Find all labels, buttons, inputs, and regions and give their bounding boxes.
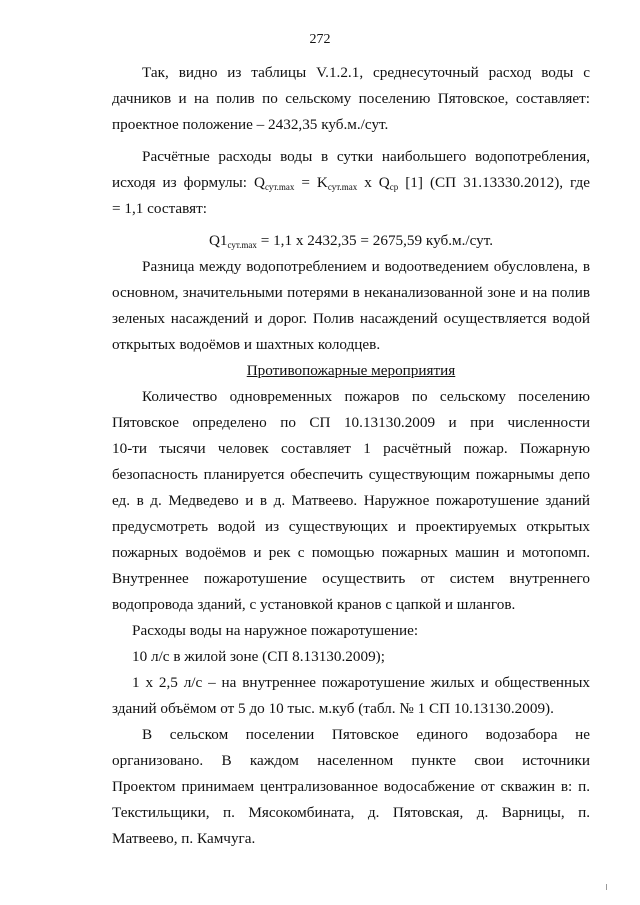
text-line: 10-ти тысячи человек составляет 1 расчётный пожар. Пожарную (112, 440, 590, 457)
text-line: 1 x 2,5 л/с – на внутреннее пожаротушение жилых и общественных (132, 674, 590, 691)
text-line: проектное положение – 2432,35 куб.м./сут. (112, 116, 389, 133)
text-line: ед. в д. Медведево и в д. Матвеево. Наружное пожаротушение зданий (112, 492, 590, 509)
text-line: предусмотреть водой из существующих и проектируемых открытых (112, 518, 590, 535)
page-number: 272 (309, 32, 331, 47)
section-heading: Противопожарные мероприятия (246, 362, 456, 379)
text-line: зданий объёмом от 5 до 10 тыс. м.куб (табл. № 1 СП 10.13130.2009). (112, 700, 554, 717)
text-line: Расчётные расходы воды в сутки наибольшего водопотребления, (142, 148, 590, 165)
text-line: = 1,1 составят: (112, 200, 207, 217)
text-line: Текстильщики, п. Мясокомбината, д. Пятовская, д. Варницы, п. (112, 804, 590, 821)
paragraph-consumption-difference (112, 254, 590, 358)
paragraph-fire-count (112, 384, 590, 618)
text-line: Проектом принимаем централизованное водосабжение от скважин в: п. (112, 778, 590, 795)
formula-line: $Q1_{сут.max} = 1,1$ x 2432,35 = 2675,59 куб.м./сут. (208, 232, 494, 250)
text-line: открытых водоёмов и шахтных колодцев. (112, 336, 381, 353)
paragraph-internal-fire-water (112, 670, 590, 722)
scan-mark (606, 884, 607, 890)
document-body (112, 60, 590, 852)
text-line: пожарных водоёмов и рек с помощью пожарных машин и мотопомп. (112, 544, 590, 561)
text-line: дачников и на полив по сельскому поселению Пятовское, составляет: (112, 90, 590, 107)
paragraph-external-fire-water: Расходы воды на наружное пожаротушение: (132, 622, 419, 639)
text-line: Количество одновременных пожаров по сельскому поселению (142, 388, 590, 405)
text-line-with-formula: исходя из формулы: $Q_{сут.max} = K_{сут.max}$ x $Q_{ср}$ [1] (СП 31.13330.2012), где (112, 174, 590, 192)
text-line: В сельском поселении Пятовское единого водозабора не (142, 726, 590, 743)
text-line: безопасность планируется обеспечить существующим пожарнымы депо (112, 466, 590, 483)
text-line: водопровода зданий, с установкой кранов с цапкой и шлангов. (112, 596, 516, 613)
paragraph-max-day-consumption (112, 144, 590, 222)
text-line: организовано. В каждом населенном пункте свои источники (112, 752, 590, 769)
text-line: Матвеево, п. Камчуга. (112, 830, 256, 847)
text-line: Внутреннее пожаротушение осуществить от систем внутреннего (112, 570, 590, 587)
text-line: Разница между водопотреблением и водоотведением обусловлена, в (142, 258, 590, 275)
paragraph-residential-zone: 10 л/с в жилой зоне (СП 8.13130.2009); (132, 648, 385, 665)
paragraph-daily-water-consumption (112, 60, 590, 138)
text-line: Пятовское определено по СП 10.13130.2009 и при численности (112, 414, 590, 431)
paragraph-water-supply (112, 722, 590, 852)
text-line: Так, видно из таблицы V.1.2.1, среднесуточный расход воды с (142, 64, 590, 81)
text-line: основном, значительными потерями в неканализованной зоне и на полив (112, 284, 590, 301)
text-line: зеленых насаждений и дорог. Полив насаждений осуществляется водой (112, 310, 590, 327)
